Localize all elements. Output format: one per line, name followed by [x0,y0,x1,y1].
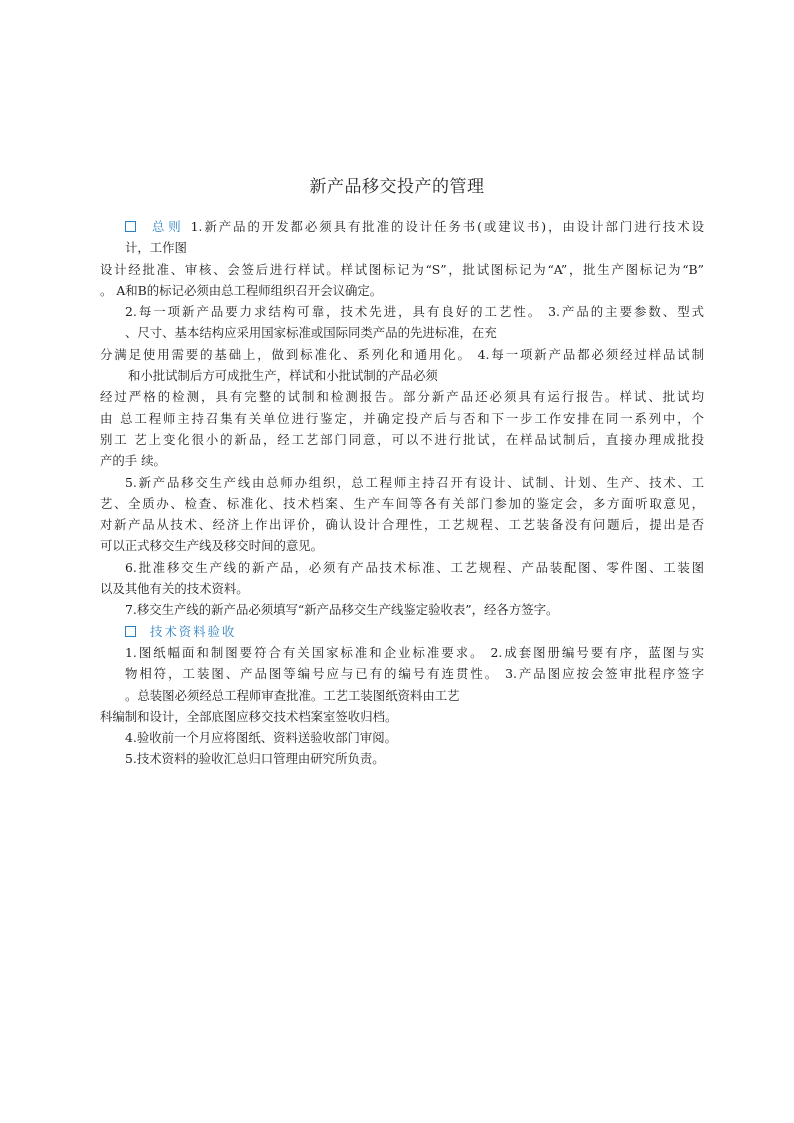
paragraph-line: 物相符，工装图、产品图等编号应与已有的编号有连贯性。 3.产品图应按会签审批程序签字 [125,666,704,682]
paragraph-line: 2.每一项新产品要力求结构可靠，技术先进，具有良好的工艺性。 3.产品的主要参数、型式 [125,304,704,320]
paragraph-line: 经过严格的检测，具有完整的试制和检测报告。部分新产品还必须具有运行报告。样试、批试均 [100,389,704,405]
paragraph-line: 设计经批准、审核、会签后进行样试。样试图标记为“S”，批试图标记为“A”，批生产图标记为“B” [100,261,704,277]
section-heading-text: 总则 [150,219,185,234]
document-body [100,216,704,770]
section-heading-general [100,216,704,237]
paragraph-line: 6.批准移交生产线的新产品，必须有产品技术标准、工艺规程、产品装配图、零件图、工装图 [125,559,704,575]
paragraph-line: 可以正式移交生产线及移交时间的意见。 [100,538,324,554]
document-title: 新产品移交投产的管理 [309,177,485,197]
paragraph-line: 和小批试制后方可成批生产，样试和小批试制的产品必须 [128,368,438,384]
checkbox-square-icon [125,221,136,232]
paragraph-line: 对新产品从技术、经济上作出评价，确认设计合理性，工艺规程、工艺装备没有问题后，提出是否 [100,517,704,533]
paragraph-line: 科编制和设计，全部底图应移交技术档案室签收归档。 [100,708,398,724]
paragraph-line: 4.验收前一个月应将图纸、资料送验收部门审阅。 [125,730,398,746]
paragraph-line: 7.移交生产线的新产品必须填写“新产品移交生产线鉴定验收表”，经各方签字。 [125,602,559,618]
paragraph-line: 由 总工程师主持召集有关单位进行鉴定，并确定投产后与否和下一步工作安排在同一系列中，个 [100,410,704,426]
checkbox-square-icon [125,626,136,637]
paragraph-line: 1.图纸幅面和制图要符合有关国家标准和企业标准要求。 2.成套图册编号要有序，蓝图与实 [125,644,704,660]
paragraph-line: 。总装图必须经总工程师审查批准。工艺工装图纸资料由工艺 [125,687,460,703]
paragraph-line: 5.新产品移交生产线由总师办组织，总工程师主持召开有设计、试制、计划、生产、技术、工 [125,474,704,490]
paragraph-line: 以及其他有关的技术资料。 [100,581,249,597]
paragraph-line: 计，工作图 [125,240,187,256]
paragraph-line: 艺、全质办、检查、标准化、技术档案、生产车间等各有关部门参加的鉴定会，多方面听取意见， [100,495,704,511]
paragraph-line: 1.新产品的开发都必须具有批准的设计任务书(或建议书)，由设计部门进行技术设 [190,219,704,234]
section-heading-tech-docs [100,621,704,642]
section-heading-text: 技术资料验收 [150,623,237,639]
paragraph-line: 5.技术资料的验收汇总归口管理由研究所负责。 [125,751,385,767]
paragraph-line: 产的手 续。 [100,453,166,469]
paragraph-line: 分满足使用需要的基础上，做到标准化、系列化和通用化。 4.每一项新产品都必须经过样品试制 [100,346,704,362]
paragraph-line: 。 A和B的标记必须由总工程师组织召开会议确定。 [100,282,383,298]
paragraph-line: 别工 艺上变化很小的新品，经工艺部门同意，可以不进行批试，在样品试制后，直接办理成批投 [100,431,704,447]
paragraph-line: 、尺寸、基本结构应采用国家标准或国际同类产品的先进标准，在充 [125,325,497,341]
